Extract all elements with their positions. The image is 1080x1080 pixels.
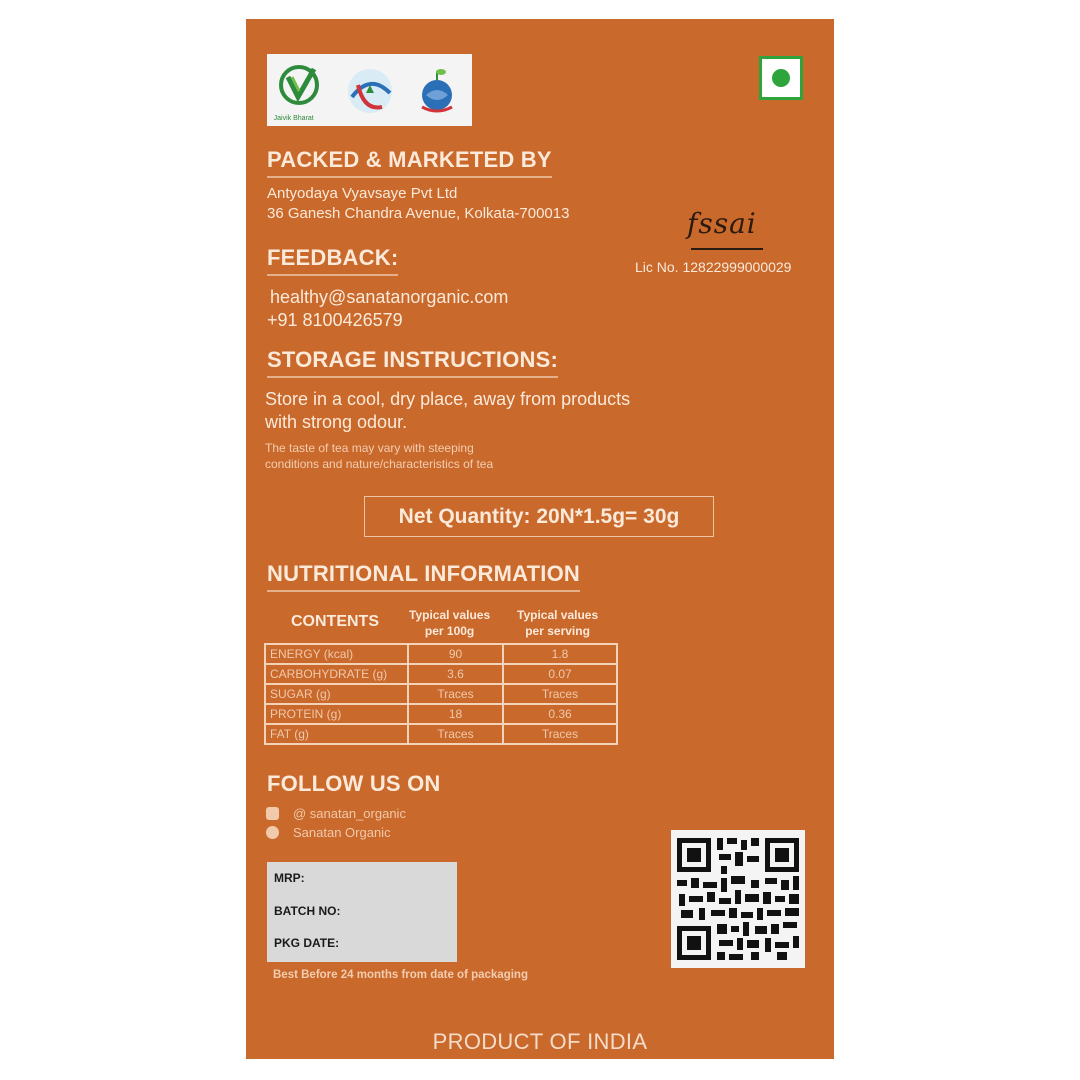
product-back-label [246, 19, 834, 1059]
nutrition-table [264, 643, 618, 745]
per-serving-value: 0.07 [503, 664, 617, 684]
per-100g-value: 90 [408, 644, 503, 664]
per-100g-header [409, 607, 490, 639]
storage-heading: STORAGE INSTRUCTIONS: [267, 347, 558, 378]
per-100g-header-line2: per 100g [424, 624, 475, 638]
jaivik-bharat-logo [273, 63, 329, 122]
nutrient-name: PROTEIN (g) [265, 704, 408, 724]
instagram-handle: @ sanatan_organic [293, 806, 406, 821]
price-batch-box [267, 862, 457, 962]
taste-note-2: conditions and nature/characteristics of tea [265, 457, 494, 471]
fssai-underline [691, 248, 763, 250]
table-row [265, 644, 617, 664]
batch-label: BATCH NO: [274, 904, 341, 918]
nutrient-name: ENERGY (kcal) [265, 644, 408, 664]
veg-dot [772, 69, 790, 87]
follow-heading: FOLLOW US ON [267, 771, 441, 796]
per-100g-value: Traces [408, 684, 503, 704]
instagram-link[interactable] [266, 806, 406, 821]
nutrient-name: SUGAR (g) [265, 684, 408, 704]
india-organic-logo [342, 63, 397, 118]
feedback-heading: FEEDBACK: [267, 245, 398, 276]
per-100g-value: Traces [408, 724, 503, 744]
certification-logos [267, 54, 472, 126]
storage-line-2: with strong odour. [265, 412, 408, 432]
table-row [265, 684, 617, 704]
nutrient-name: CARBOHYDRATE (g) [265, 664, 408, 684]
pkg-date-label: PKG DATE: [274, 936, 340, 950]
per-100g-value: 3.6 [408, 664, 503, 684]
packed-heading: PACKED & MARKETED BY [267, 147, 552, 178]
fssai-logo: fssai [687, 207, 757, 240]
per-100g-value: 18 [408, 704, 503, 724]
feedback-phone: +91 8100426579 [267, 310, 403, 330]
product-origin: PRODUCT OF INDIA [432, 1029, 648, 1054]
per-serving-header [517, 607, 598, 639]
company-address: 36 Ganesh Chandra Avenue, Kolkata-700013 [267, 205, 570, 222]
per-serving-header-line2: per serving [525, 624, 590, 638]
facebook-icon [266, 826, 279, 839]
mrp-label: MRP: [274, 871, 305, 885]
per-serving-value: 1.8 [503, 644, 617, 664]
qr-code-icon[interactable] [671, 830, 805, 968]
taste-note-1: The taste of tea may vary with steeping [265, 441, 474, 455]
per-serving-value: 0.36 [503, 704, 617, 724]
net-quantity-box: Net Quantity: 20N*1.5g= 30g [364, 496, 714, 537]
contents-header: CONTENTS [291, 613, 379, 630]
vegetarian-mark-icon [759, 56, 803, 100]
best-before-text: Best Before 24 months from date of packaging [273, 969, 528, 981]
jaivik-caption: Jaivik Bharat [273, 114, 314, 122]
storage-line-1: Store in a cool, dry place, away from products [265, 389, 631, 409]
table-row [265, 704, 617, 724]
nutrition-heading: NUTRITIONAL INFORMATION [267, 561, 580, 592]
nutrient-name: FAT (g) [265, 724, 408, 744]
per-serving-header-line1: Typical values [517, 608, 599, 622]
facebook-link[interactable] [266, 825, 391, 840]
organic-globe-logo [410, 63, 465, 118]
fssai-license: Lic No. 12822999000029 [635, 259, 792, 275]
instagram-icon [266, 807, 279, 820]
facebook-page: Sanatan Organic [293, 825, 391, 840]
feedback-email: healthy@sanatanorganic.com [270, 287, 509, 307]
per-serving-value: Traces [503, 724, 617, 744]
company-name: Antyodaya Vyavsaye Pvt Ltd [267, 185, 458, 202]
table-row [265, 664, 617, 684]
per-100g-header-line1: Typical values [409, 608, 491, 622]
per-serving-value: Traces [503, 684, 617, 704]
table-row [265, 724, 617, 744]
